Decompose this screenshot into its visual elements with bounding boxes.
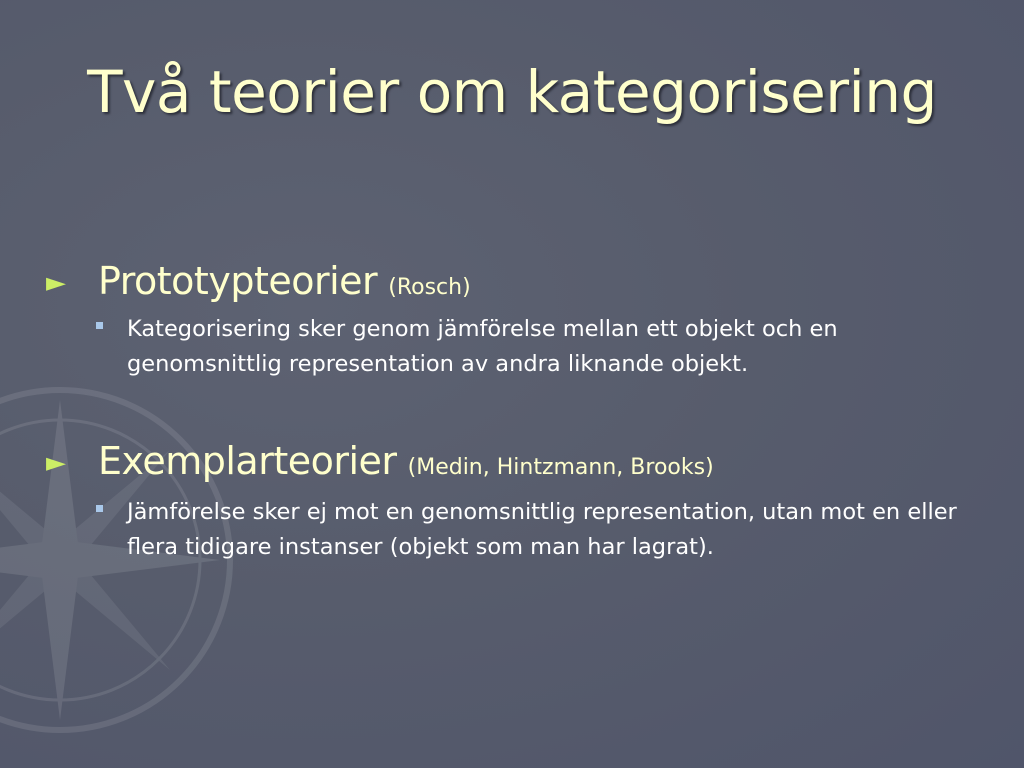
bullet-citation: (Medin, Hintzmann, Brooks) (407, 455, 714, 480)
square-bullet-icon (96, 505, 103, 512)
bullet-arrow-icon: ► (46, 448, 66, 478)
bullet-heading: Prototypteorier (98, 259, 378, 303)
square-bullet-icon (96, 322, 103, 329)
bullet-heading: Exemplarteorier (98, 439, 397, 483)
bullet-heading-line (98, 256, 471, 313)
slide-title: Två teorier om kategorisering (87, 58, 937, 126)
sub-bullet-text: Jämförelse sker ej mot en genomsnittlig representation, utan mot en eller flera tidigare instanser (objekt som man har lagrat). (127, 499, 957, 560)
sub-bullet-text: Kategorisering sker genom jämförelse mellan ett objekt och en genomsnittlig representation av andra liknande objekt. (127, 316, 838, 377)
bullet-arrow-icon: ► (46, 268, 66, 298)
bullet-citation: (Rosch) (388, 275, 471, 300)
bullet-heading-line (98, 436, 714, 493)
